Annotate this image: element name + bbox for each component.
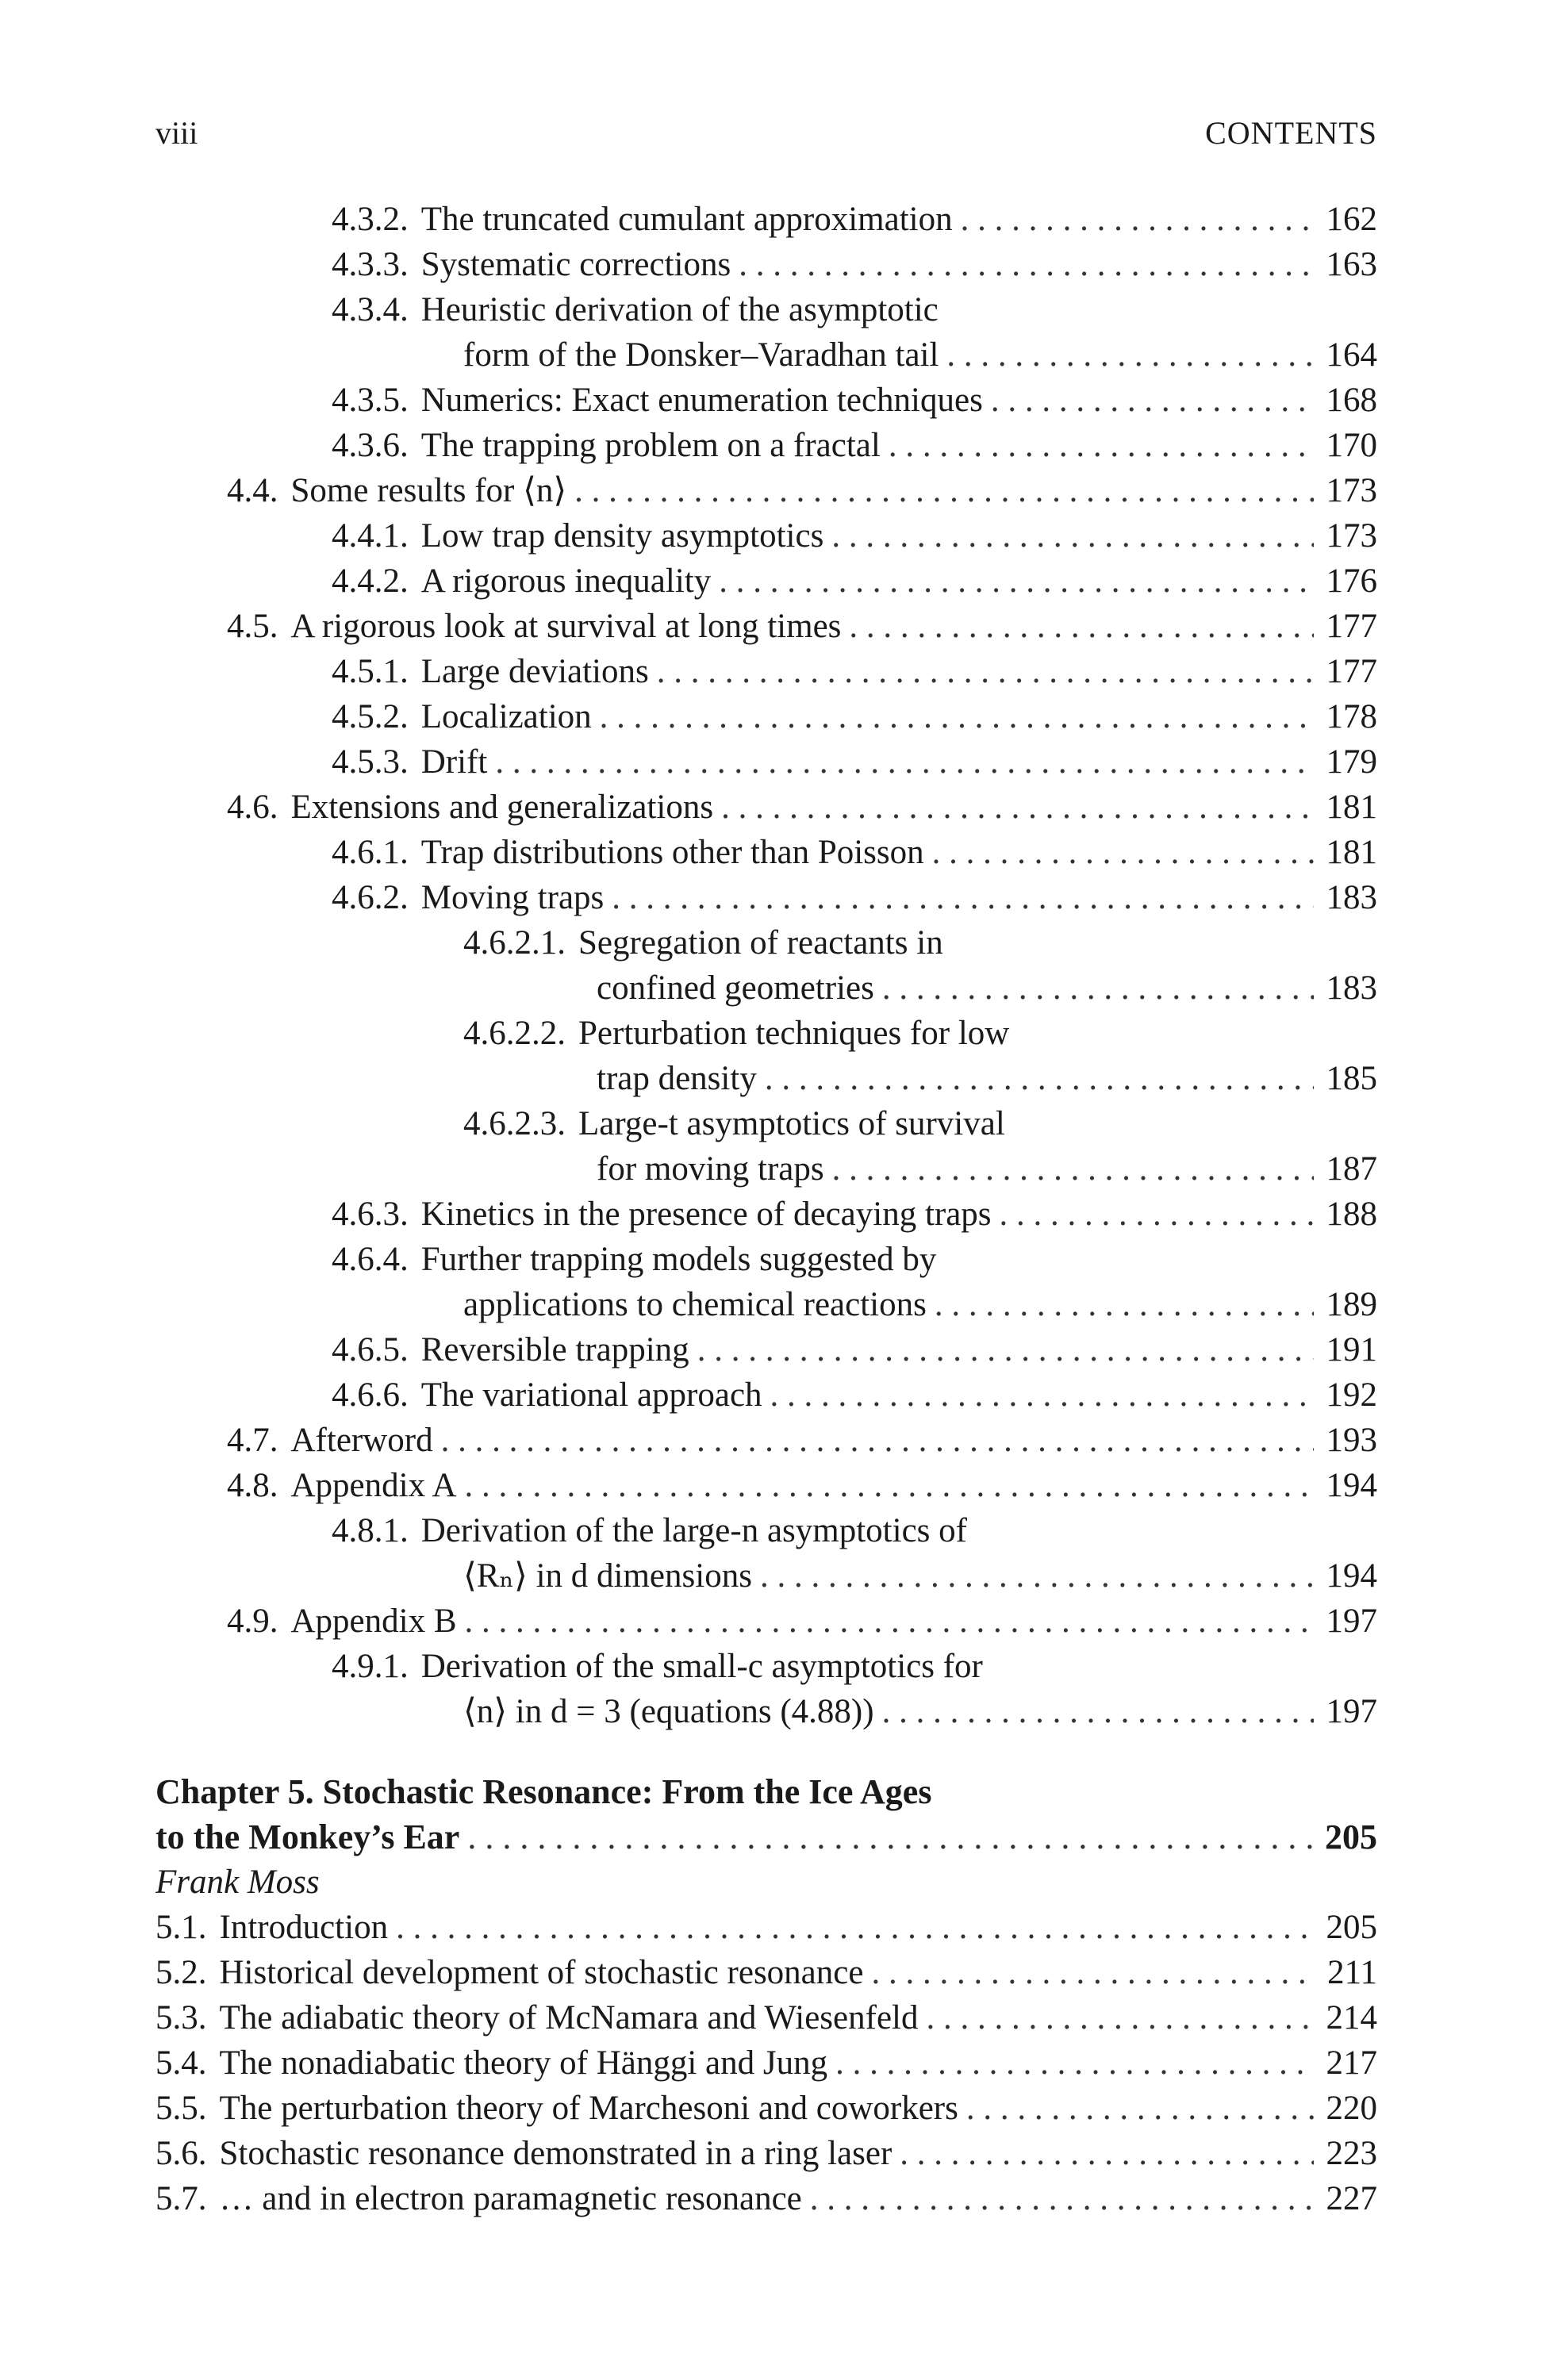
toc-entry[interactable] [155, 2131, 1377, 2176]
entry-title: The nonadiabatic theory of Hänggi and Jung [219, 2044, 828, 2082]
toc-entry[interactable] [155, 1372, 1377, 1418]
chapter-gap [155, 1734, 1377, 1769]
entry-title: The variational approach [420, 1376, 762, 1414]
dot-leader [832, 1146, 1314, 1192]
dot-leader [441, 1418, 1314, 1463]
entry-title: Reversible trapping [420, 1331, 689, 1368]
toc-entry-continuation[interactable] [155, 965, 1377, 1011]
toc-entry[interactable] [155, 875, 1377, 920]
dot-leader [946, 332, 1314, 378]
entry-title-continuation: for moving traps [597, 1150, 824, 1188]
table-of-contents [155, 197, 1377, 2221]
entry-page: 177 [1326, 653, 1377, 690]
entry-number: 4.4.2. [332, 562, 409, 600]
dot-leader [465, 1463, 1314, 1508]
entry-number: 4.6.2.3. [463, 1105, 566, 1142]
dot-leader [657, 649, 1314, 694]
chapter-title-line1: Chapter 5. Stochastic Resonance: From the Ice Ages [155, 1772, 932, 1811]
entry-title: Kinetics in the presence of decaying traps [420, 1196, 992, 1233]
toc-entry[interactable] [155, 604, 1377, 649]
dot-leader [467, 1814, 1314, 1860]
chapter-title-line2: to the Monkey’s Ear [155, 1818, 460, 1856]
dot-leader [932, 830, 1314, 875]
dot-leader [835, 2040, 1314, 2086]
entry-title: A rigorous inequality [420, 562, 712, 600]
toc-entry[interactable] [155, 649, 1377, 694]
entry-number: 5.1. [155, 1909, 207, 1946]
toc-entry[interactable] [155, 468, 1377, 513]
entry-title: Perturbation techniques for low [578, 1015, 1010, 1052]
entry-title: Large deviations [420, 653, 649, 690]
toc-entry[interactable] [155, 1327, 1377, 1372]
entry-page: 185 [1326, 1060, 1377, 1097]
entry-title: Segregation of reactants in [578, 924, 943, 962]
entry-title: Heuristic derivation of the asymptotic [420, 291, 939, 328]
entry-page: 193 [1326, 1422, 1377, 1459]
entry-number: 4.5.1. [332, 653, 409, 690]
dot-leader [966, 2086, 1314, 2131]
dot-leader [926, 1995, 1314, 2040]
entry-title: Afterword [290, 1422, 433, 1459]
entry-title-continuation: form of the Donsker–Varadhan tail [463, 336, 939, 374]
entry-title-continuation: applications to chemical reactions [463, 1286, 927, 1323]
dot-leader [991, 378, 1314, 423]
toc-entry[interactable] [155, 1192, 1377, 1237]
entry-number: 4.3.4. [332, 291, 409, 328]
dot-leader [882, 965, 1314, 1011]
dot-leader [765, 1056, 1314, 1101]
entry-title: Drift [420, 743, 488, 781]
entry-number: 4.8. [227, 1467, 278, 1504]
entry-title: Some results for ⟨n⟩ [290, 472, 567, 509]
entry-page: 189 [1326, 1286, 1377, 1323]
entry-title: Numerics: Exact enumeration techniques [420, 382, 983, 419]
entry-number: 4.6.2. [332, 879, 409, 916]
entry-page: 181 [1326, 834, 1377, 871]
entry-title: Moving traps [420, 879, 605, 916]
dot-leader [721, 785, 1314, 830]
toc-entry-continuation[interactable] [155, 1553, 1377, 1599]
dot-leader [849, 604, 1314, 649]
entry-number: 4.6.4. [332, 1241, 409, 1278]
entry-page: 178 [1326, 698, 1377, 735]
entry-title: Derivation of the small-c asymptotics for [420, 1648, 983, 1685]
entry-title: Appendix B [290, 1603, 457, 1640]
dot-leader [739, 242, 1314, 287]
toc-entry[interactable] [155, 1101, 1377, 1146]
entry-page: 187 [1326, 1150, 1377, 1188]
entry-page: 183 [1326, 879, 1377, 916]
entry-number: 4.6.3. [332, 1196, 409, 1233]
entry-number: 4.6.2.2. [463, 1015, 566, 1052]
dot-leader [935, 1282, 1314, 1327]
entry-title: Appendix A [290, 1467, 457, 1504]
dot-leader [831, 513, 1314, 559]
toc-entry[interactable] [155, 739, 1377, 785]
entry-title: A rigorous look at survival at long times [290, 608, 842, 645]
dot-leader [612, 875, 1314, 920]
entry-page: 192 [1326, 1376, 1377, 1414]
entry-number: 4.9.1. [332, 1648, 409, 1685]
toc-entry-continuation[interactable] [155, 1689, 1377, 1734]
toc-entry-continuation[interactable] [155, 1146, 1377, 1192]
toc-entry[interactable] [155, 830, 1377, 875]
entry-number: 4.3.3. [332, 246, 409, 283]
entry-page: 168 [1326, 382, 1377, 419]
entry-title: Low trap density asymptotics [420, 517, 824, 555]
toc-entry[interactable] [155, 1599, 1377, 1644]
entry-title: Stochastic resonance demonstrated in a ring laser [219, 2135, 892, 2172]
entry-number: 4.4.1. [332, 517, 409, 555]
toc-entry[interactable] [155, 1508, 1377, 1553]
dot-leader [600, 694, 1314, 739]
entry-number: 5.2. [155, 1954, 207, 1991]
entry-page: 217 [1326, 2044, 1377, 2082]
entry-page: 197 [1326, 1693, 1377, 1730]
entry-number: 4.6. [227, 789, 278, 826]
entry-page: 162 [1326, 201, 1377, 238]
toc-entry[interactable] [155, 1905, 1377, 1950]
dot-leader [961, 197, 1314, 242]
dot-leader [810, 2176, 1314, 2221]
chapter-author [155, 1860, 1377, 1905]
section-title: CONTENTS [1205, 115, 1377, 151]
toc-entry[interactable] [155, 287, 1377, 332]
entry-page: 194 [1326, 1557, 1377, 1595]
author-name: Frank Moss [155, 1864, 320, 1901]
entry-number: 4.5. [227, 608, 278, 645]
entry-number: 4.6.2.1. [463, 924, 566, 962]
entry-page: 191 [1326, 1331, 1377, 1368]
entry-title: The adiabatic theory of McNamara and Wiesenfeld [219, 1999, 919, 2036]
entry-title-continuation: trap density [597, 1060, 757, 1097]
toc-entry[interactable] [155, 1644, 1377, 1689]
entry-number: 5.6. [155, 2135, 207, 2172]
entry-number: 5.7. [155, 2180, 207, 2217]
dot-leader [697, 1327, 1314, 1372]
page-numeral: viii [155, 115, 198, 151]
toc-entry[interactable] [155, 2176, 1377, 2221]
toc-entry[interactable] [155, 513, 1377, 559]
dot-leader [900, 2131, 1314, 2176]
chapter-heading[interactable] [155, 1769, 1377, 1814]
entry-number: 4.5.3. [332, 743, 409, 781]
dot-leader [889, 423, 1314, 468]
entry-title: Trap distributions other than Poisson [420, 834, 924, 871]
entry-page: 179 [1326, 743, 1377, 781]
entry-title: Large-t asymptotics of survival [578, 1105, 1005, 1142]
chapter-heading-continuation[interactable] [155, 1814, 1377, 1860]
toc-entry[interactable] [155, 1418, 1377, 1463]
entry-title: The perturbation theory of Marchesoni and coworkers [219, 2090, 958, 2127]
running-head [155, 109, 1377, 157]
entry-number: 4.6.6. [332, 1376, 409, 1414]
entry-page: 188 [1326, 1196, 1377, 1233]
entry-number: 4.3.2. [332, 201, 409, 238]
dot-leader [1000, 1192, 1314, 1237]
entry-title: Systematic corrections [420, 246, 731, 283]
entry-page: 170 [1326, 427, 1377, 464]
dot-leader [396, 1905, 1314, 1950]
entry-page: 177 [1326, 608, 1377, 645]
toc-entry[interactable] [155, 1463, 1377, 1508]
entry-page: 183 [1326, 969, 1377, 1007]
entry-title: The trapping problem on a fractal [420, 427, 881, 464]
entry-page: 173 [1326, 517, 1377, 555]
entry-number: 5.3. [155, 1999, 207, 2036]
entry-number: 4.5.2. [332, 698, 409, 735]
dot-leader [871, 1950, 1314, 1995]
entry-page: 214 [1326, 1999, 1377, 2036]
dot-leader [495, 739, 1314, 785]
toc-entry[interactable] [155, 423, 1377, 468]
chapter-page: 205 [1325, 1818, 1377, 1856]
toc-entry-continuation[interactable] [155, 1282, 1377, 1327]
toc-entry[interactable] [155, 559, 1377, 604]
entry-page: 173 [1326, 472, 1377, 509]
toc-entry[interactable] [155, 378, 1377, 423]
dot-leader [719, 559, 1314, 604]
entry-number: 4.4. [227, 472, 278, 509]
dot-leader [882, 1689, 1314, 1734]
entry-page: 176 [1326, 562, 1377, 600]
entry-title: Extensions and generalizations [290, 789, 714, 826]
entry-page: 197 [1326, 1603, 1377, 1640]
toc-entry[interactable] [155, 785, 1377, 830]
entry-page: 205 [1326, 1909, 1377, 1946]
entry-number: 4.6.1. [332, 834, 409, 871]
entry-number: 4.6.5. [332, 1331, 409, 1368]
entry-title-continuation: confined geometries [597, 969, 874, 1007]
entry-title: Derivation of the large-n asymptotics of [420, 1512, 967, 1549]
toc-entry[interactable] [155, 1995, 1377, 2040]
entry-number: 5.4. [155, 2044, 207, 2082]
entry-page: 194 [1326, 1467, 1377, 1504]
entry-number: 4.3.5. [332, 382, 409, 419]
entry-title-continuation: ⟨Rₙ⟩ in d dimensions [463, 1557, 752, 1595]
entry-title: Further trapping models suggested by [420, 1241, 937, 1278]
entry-page: 211 [1327, 1954, 1377, 1991]
entry-number: 4.8.1. [332, 1512, 409, 1549]
toc-entry[interactable] [155, 694, 1377, 739]
toc-entry[interactable] [155, 242, 1377, 287]
entry-page: 181 [1326, 789, 1377, 826]
entry-title: Historical development of stochastic resonance [219, 1954, 864, 1991]
toc-entry[interactable] [155, 1011, 1377, 1056]
toc-entry-continuation[interactable] [155, 332, 1377, 378]
entry-title: Introduction [219, 1909, 389, 1946]
dot-leader [760, 1553, 1314, 1599]
toc-entry[interactable] [155, 197, 1377, 242]
entry-page: 227 [1326, 2180, 1377, 2217]
toc-entry[interactable] [155, 1237, 1377, 1282]
entry-number: 4.9. [227, 1603, 278, 1640]
toc-entry[interactable] [155, 2086, 1377, 2131]
entry-title-continuation: ⟨n⟩ in d = 3 (equations (4.88)) [463, 1693, 874, 1730]
entry-page: 164 [1326, 336, 1377, 374]
entry-page: 163 [1326, 246, 1377, 283]
entry-number: 4.7. [227, 1422, 278, 1459]
entry-title: The truncated cumulant approximation [420, 201, 953, 238]
dot-leader [770, 1372, 1314, 1418]
entry-page: 223 [1326, 2135, 1377, 2172]
dot-leader [465, 1599, 1314, 1644]
entry-title: Localization [420, 698, 592, 735]
entry-number: 5.5. [155, 2090, 207, 2127]
dot-leader [574, 468, 1314, 513]
toc-entry[interactable] [155, 920, 1377, 965]
toc-entry[interactable] [155, 1950, 1377, 1995]
entry-page: 220 [1326, 2090, 1377, 2127]
toc-entry[interactable] [155, 2040, 1377, 2086]
toc-entry-continuation[interactable] [155, 1056, 1377, 1101]
entry-number: 4.3.6. [332, 427, 409, 464]
entry-title: … and in electron paramagnetic resonance [219, 2180, 802, 2217]
